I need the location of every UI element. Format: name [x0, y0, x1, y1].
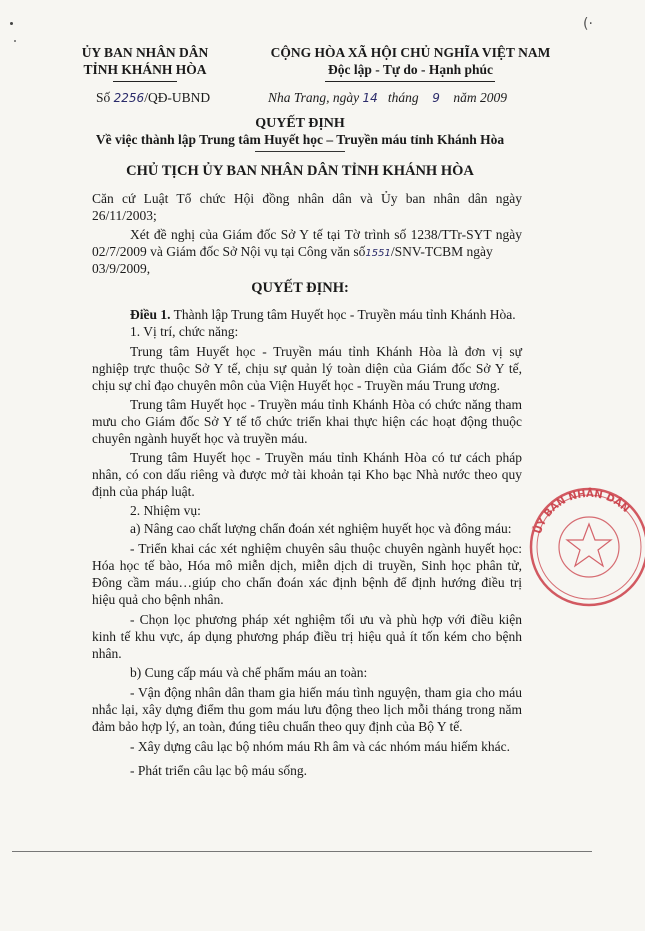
s2b-b1-line2: nhắc lại, xây dựng điểm thu gom máu lưu động theo lịch mỗi tháng trong năm	[92, 702, 522, 717]
s2b-b1-line3: đảm bảo hợp lý, an toàn, đúng tiêu chuẩn theo quy định của Bộ Y tế.	[92, 719, 463, 734]
handwritten-day: 14	[362, 91, 378, 105]
s1-p3-line2: nhân, có con dấu riêng và được mở tài khoản tại Kho bạc Nhà nước theo quy	[92, 467, 522, 482]
scan-speck	[10, 22, 13, 25]
s1-p3-line3: định của pháp luật.	[92, 484, 195, 499]
nation-motto: Độc lập - Tự do - Hạnh phúc	[327, 62, 494, 77]
s1-p2-line2: mưu cho Giám đốc Sở Y tế tổ chức triển khai thực hiện các hoạt động thuộc	[92, 414, 522, 429]
authority-title: CHỦ TỊCH ỦY BAN NHÂN DÂN TỈNH KHÁNH HÒA	[126, 163, 474, 179]
subject-underline	[255, 151, 345, 152]
s2a-b2-line3: nhân.	[92, 646, 122, 661]
s2a-b1-line2: Hóa học tế bào, Hóa mô miễn dịch, miễn dịch di truyền, Sinh học phân tử,	[92, 558, 522, 573]
handwritten-month: 9	[432, 91, 440, 105]
preamble-2-line2b: /SNV-TCBM ngày	[390, 244, 493, 259]
s1-p1-line3: chịu sự chỉ đạo chuyên môn của Viện Huyết học - Truyền máu Trung ương.	[92, 378, 501, 393]
s2a-b1-line1: - Triển khai các xét nghiệm chuyên sâu thuộc chuyên ngành huyết học:	[130, 541, 522, 556]
article-1-heading	[130, 306, 530, 324]
s2a-b2-line1: - Chọn lọc phương pháp xét nghiệm tối ưu và phù hợp với điều kiện	[130, 612, 522, 627]
preamble-1-line1: Căn cứ Luật Tổ chức Hội đồng nhân dân và Ủy ban nhân dân ngày	[92, 191, 522, 206]
motto-underline	[325, 81, 495, 82]
handwritten-dispatch-number: 1551	[365, 248, 391, 259]
place-date	[268, 90, 507, 106]
so-prefix: Số	[96, 90, 111, 105]
s1-p2-line3: chuyên ngành huyết học và truyền máu.	[92, 431, 308, 446]
doc-subject: Về việc thành lập Trung tâm Huyết học – Truyền máu tỉnh Khánh Hòa	[95, 132, 505, 147]
s2b-b3: - Phát triển câu lạc bộ máu sống.	[130, 763, 307, 778]
place-date-prefix: Nha Trang, ngày	[268, 90, 360, 105]
s2a-b1-line4: hiệu quả cho bệnh nhân.	[92, 592, 224, 607]
s2b-b1-line1: - Vận động nhân dân tham gia hiến máu tình nguyện, tham gia cho máu	[130, 685, 522, 700]
month-label: tháng	[387, 90, 419, 105]
seal-graphic	[525, 482, 645, 612]
nation-name: CỘNG HÒA XÃ HỘI CHỦ NGHĨA VIỆT NAM	[270, 45, 551, 60]
doc-type-title: QUYẾT ĐỊNH	[255, 116, 345, 131]
preamble-2-line3: 03/9/2009,	[92, 261, 151, 276]
s1-p2-line1: Trung tâm Huyết học - Truyền máu tỉnh Khánh Hòa có chức năng tham	[130, 397, 522, 412]
section-1-heading: 1. Vị trí, chức năng:	[130, 324, 239, 339]
margin-mark: (·	[583, 16, 593, 32]
preamble-2-line1: Xét đề nghị của Giám đốc Sở Y tế tại Tờ trình số 1238/TTr-SYT ngày	[130, 227, 522, 242]
handwritten-number: 2256	[113, 91, 145, 105]
s2a-b1-line3: Đông cầm máu…giúp cho chẩn đoán xác định bệnh để định hướng điều trị	[92, 575, 522, 590]
agency-name-line2: TỈNH KHÁNH HÒA	[83, 62, 207, 77]
year-text: năm 2009	[453, 90, 508, 105]
preamble-2-line2a: 02/7/2009 và Giám đốc Sở Nội vụ tại Công văn số	[92, 244, 366, 259]
document-number	[96, 90, 210, 106]
preamble-1-line2: 26/11/2003;	[92, 208, 157, 223]
s1-p3-line1: Trung tâm Huyết học - Truyền máu tỉnh Khánh Hòa có tư cách pháp	[130, 450, 522, 465]
s2b-b2: - Xây dựng câu lạc bộ nhóm máu Rh âm và các nhóm máu hiếm khác.	[130, 739, 510, 754]
seal-text: ỦY BAN NHÂN DÂN	[532, 488, 632, 536]
section-2b-heading: b) Cung cấp máu và chế phẩm máu an toàn:	[130, 665, 368, 680]
official-seal	[525, 482, 645, 612]
s1-p1-line2: nghiệp trực thuộc Sở Y tế, chịu sự quản lý toàn diện của Giám đốc Sở Y tế,	[92, 361, 522, 376]
scan-speck	[14, 40, 16, 42]
section-2-heading: 2. Nhiệm vụ:	[130, 503, 201, 518]
s1-p1-line1: Trung tâm Huyết học - Truyền máu tỉnh Khánh Hòa là đơn vị sự	[130, 344, 522, 359]
agency-name-line1: ỦY BAN NHÂN DÂN	[81, 45, 209, 60]
section-2a-heading: a) Nâng cao chất lượng chẩn đoán xét nghiệm huyết học và đông máu:	[130, 521, 512, 536]
article-1-text: Thành lập Trung tâm Huyết học - Truyền máu tỉnh Khánh Hòa.	[170, 307, 516, 322]
scan-edge-line	[12, 851, 592, 852]
agency-underline	[113, 81, 177, 82]
decision-heading: QUYẾT ĐỊNH:	[251, 280, 349, 296]
article-1-label: Điều 1.	[130, 307, 171, 322]
so-suffix: /QĐ-UBND	[144, 90, 211, 105]
s2a-b2-line2: kinh tế khu vực, áp dụng phương pháp điều trị hiệu quả ít tốn kém cho bệnh	[92, 629, 522, 644]
